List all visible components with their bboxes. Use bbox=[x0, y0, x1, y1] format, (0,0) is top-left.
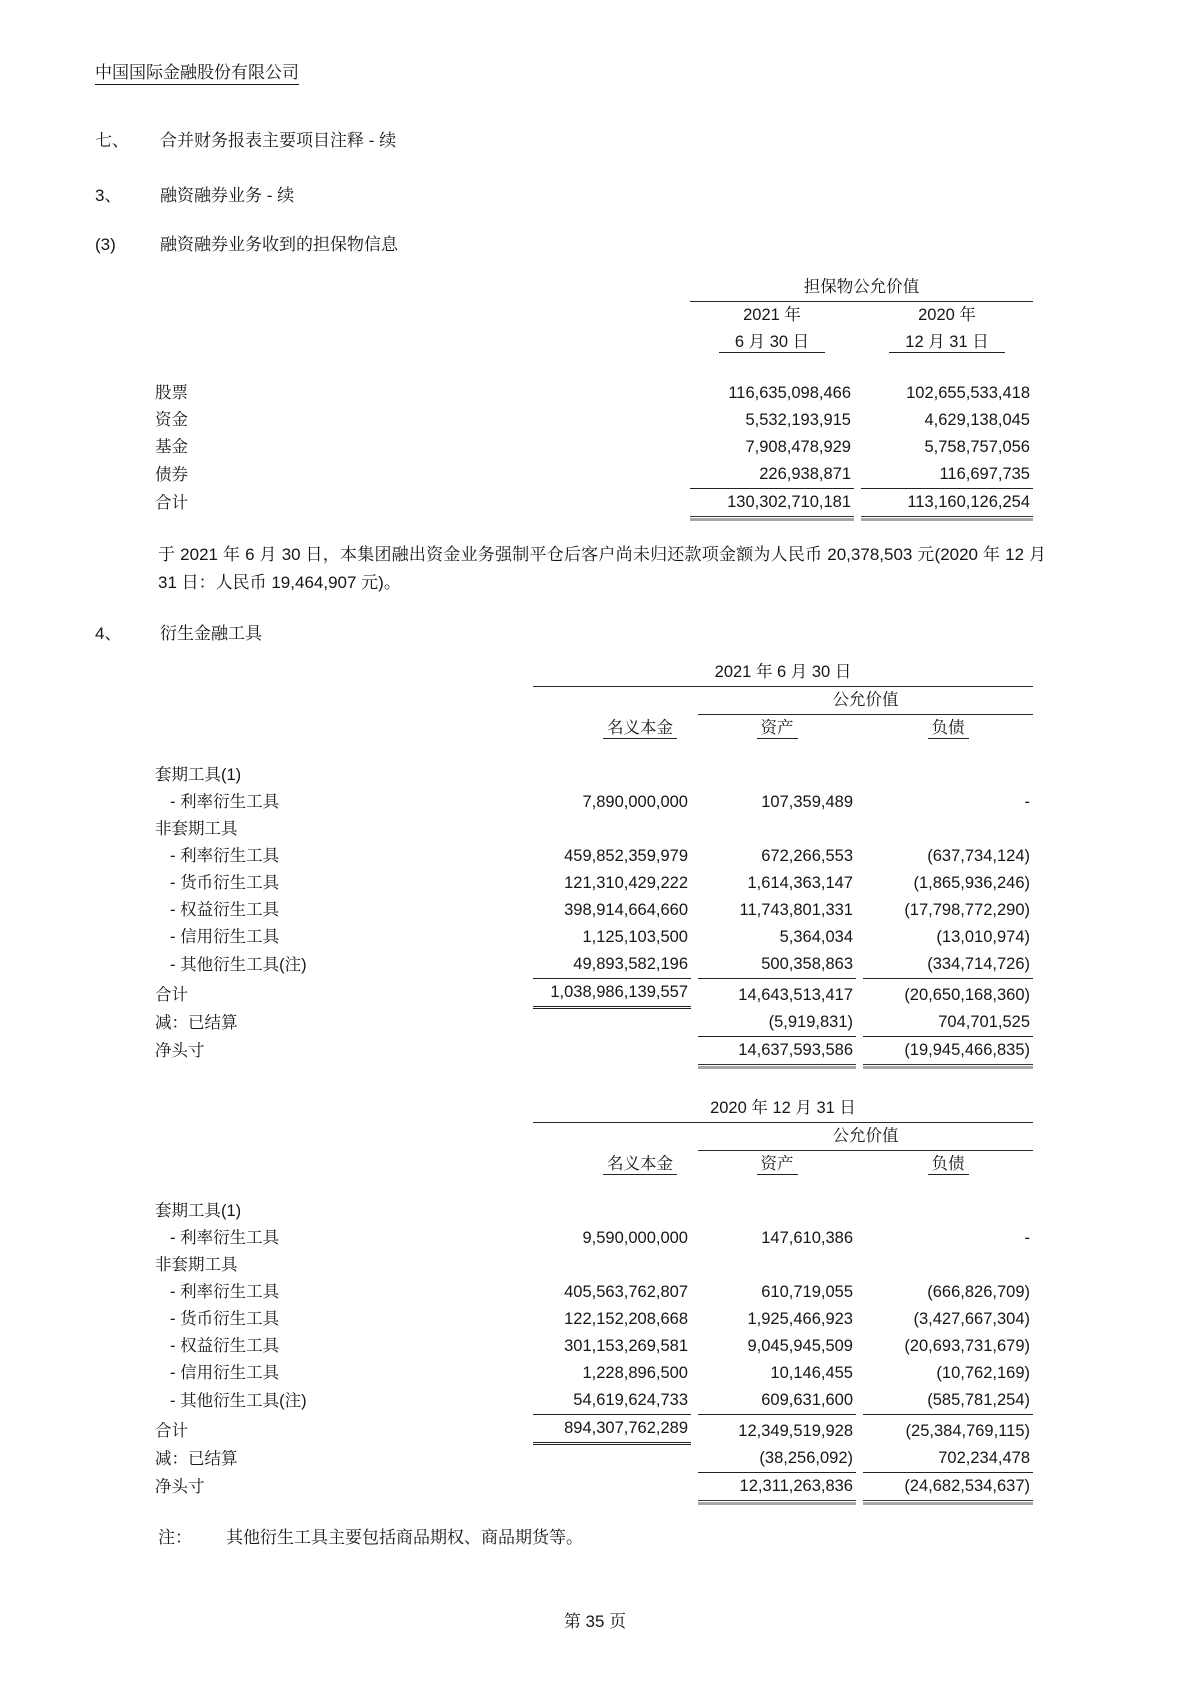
row-label: - 权益衍生工具 bbox=[170, 1337, 280, 1355]
notional-value: 121,310,429,222 bbox=[564, 874, 688, 892]
table-row bbox=[102, 489, 1033, 517]
derivatives-2021-header bbox=[102, 659, 1033, 762]
asset-value bbox=[698, 816, 856, 843]
table-row bbox=[102, 870, 1033, 897]
liability-value: (17,798,772,290) bbox=[904, 901, 1030, 919]
collateral-fair-value-header: 担保物公允价值 bbox=[690, 274, 1033, 302]
derivatives-2021-body bbox=[102, 762, 1033, 1065]
value-2021: 130,302,710,181 bbox=[690, 489, 854, 517]
table-row bbox=[102, 924, 1033, 951]
liability-value: (334,714,726) bbox=[863, 951, 1033, 979]
notional-value bbox=[533, 816, 691, 843]
notional-value bbox=[533, 1473, 691, 1501]
row-label: 净头寸 bbox=[155, 1478, 205, 1496]
row-label: - 利率衍生工具 bbox=[170, 1229, 280, 1247]
asset-value: 672,266,553 bbox=[761, 847, 853, 865]
col-header-asset: 资产 bbox=[757, 1155, 798, 1175]
liability-value bbox=[863, 1252, 1033, 1279]
notional-value: 894,307,762,289 bbox=[533, 1415, 691, 1445]
asset-value: 107,359,489 bbox=[761, 793, 853, 811]
asset-value: (5,919,831) bbox=[698, 1009, 856, 1037]
asset-value: 14,637,593,586 bbox=[698, 1037, 856, 1065]
liability-value bbox=[863, 1198, 1033, 1225]
col-header-liability: 负债 bbox=[928, 719, 969, 739]
asset-value: 9,045,945,509 bbox=[747, 1337, 853, 1355]
table-row bbox=[102, 843, 1033, 870]
table-row bbox=[102, 407, 1033, 434]
table-row bbox=[102, 1279, 1033, 1306]
row-label: 债券 bbox=[155, 466, 188, 484]
asset-value: 5,364,034 bbox=[779, 928, 853, 946]
fair-value-header: 公允价值 bbox=[698, 1123, 1033, 1151]
liability-value: (585,781,254) bbox=[863, 1387, 1033, 1415]
company-name bbox=[95, 62, 1190, 84]
derivatives-2020-header bbox=[102, 1095, 1033, 1198]
liability-value: (25,384,769,115) bbox=[905, 1422, 1030, 1440]
section-number: 4、 bbox=[95, 624, 122, 643]
value-2020: 102,655,533,418 bbox=[906, 384, 1030, 402]
notional-value: 301,153,269,581 bbox=[564, 1337, 688, 1355]
footnote-label: 注： bbox=[158, 1528, 192, 1547]
row-label: - 利率衍生工具 bbox=[170, 1283, 280, 1301]
section-title: 衍生金融工具 bbox=[160, 624, 262, 643]
liability-value: - bbox=[1024, 1229, 1030, 1247]
asset-value: 12,311,263,836 bbox=[698, 1473, 856, 1501]
liability-value bbox=[863, 816, 1033, 843]
value-2020: 113,160,126,254 bbox=[861, 489, 1033, 517]
row-label: 减：已结算 bbox=[155, 1014, 238, 1032]
row-label: - 信用衍生工具 bbox=[170, 1364, 280, 1382]
table-row bbox=[102, 380, 1033, 407]
collateral-table-body bbox=[102, 380, 1033, 517]
table-row bbox=[102, 1037, 1033, 1065]
table-row bbox=[102, 1009, 1033, 1037]
section-title: 合并财务报表主要项目注释 - 续 bbox=[160, 131, 397, 150]
notional-value bbox=[533, 762, 691, 789]
row-label: - 货币衍生工具 bbox=[170, 874, 280, 892]
asset-value: 11,743,801,331 bbox=[739, 901, 853, 919]
table-row bbox=[102, 1387, 1033, 1415]
section-number: 3、 bbox=[95, 186, 122, 205]
liability-value: 704,701,525 bbox=[863, 1009, 1033, 1037]
asset-value bbox=[698, 1252, 856, 1279]
notional-value bbox=[533, 1445, 691, 1473]
row-label: - 利率衍生工具 bbox=[170, 847, 280, 865]
liability-value: (24,682,534,637) bbox=[863, 1473, 1033, 1501]
row-label: - 权益衍生工具 bbox=[170, 901, 280, 919]
company-name-text: 中国国际金融股份有限公司 bbox=[95, 63, 299, 85]
row-label: 资金 bbox=[155, 411, 188, 429]
notional-value bbox=[533, 1252, 691, 1279]
notional-value: 1,228,896,500 bbox=[582, 1364, 688, 1382]
row-label: 套期工具(1) bbox=[155, 766, 242, 784]
collateral-table-header bbox=[102, 274, 1033, 380]
row-label: 股票 bbox=[155, 384, 188, 402]
liability-value: (19,945,466,835) bbox=[863, 1037, 1033, 1065]
derivatives-table-2021 bbox=[95, 659, 1040, 1065]
section-heading-7 bbox=[95, 130, 1190, 152]
row-label: 套期工具(1) bbox=[155, 1202, 242, 1220]
footnote bbox=[158, 1527, 1190, 1549]
liability-value: (20,650,168,360) bbox=[904, 986, 1030, 1004]
table-row bbox=[102, 979, 1033, 1009]
table-row bbox=[102, 897, 1033, 924]
notional-value: 1,038,986,139,557 bbox=[533, 979, 691, 1009]
value-2021: 116,635,098,466 bbox=[728, 384, 851, 402]
row-label: - 利率衍生工具 bbox=[170, 793, 280, 811]
date-header-2020: 2020 年 12 月 31 日 bbox=[533, 1095, 1033, 1123]
row-label: 非套期工具 bbox=[155, 820, 238, 838]
section-title: 融资融券业务收到的担保物信息 bbox=[160, 235, 398, 254]
notional-value bbox=[533, 1198, 691, 1225]
derivatives-2020-body bbox=[102, 1198, 1033, 1501]
liability-value: (13,010,974) bbox=[936, 928, 1030, 946]
liability-value bbox=[863, 762, 1033, 789]
table-row bbox=[102, 434, 1033, 461]
table-row bbox=[102, 1225, 1033, 1252]
table-row bbox=[102, 1360, 1033, 1387]
date-header-2021: 2021 年 6 月 30 日 bbox=[533, 659, 1033, 687]
table-row bbox=[102, 1333, 1033, 1360]
value-2020: 116,697,735 bbox=[861, 461, 1033, 489]
row-label: - 货币衍生工具 bbox=[170, 1310, 280, 1328]
asset-value: 10,146,455 bbox=[770, 1364, 853, 1382]
page-number: 第 35 页 bbox=[563, 1612, 627, 1631]
notional-value: 49,893,582,196 bbox=[533, 951, 691, 979]
table-row bbox=[102, 1306, 1033, 1333]
table-row bbox=[102, 762, 1033, 789]
asset-value: 610,719,055 bbox=[761, 1283, 853, 1301]
asset-value: 14,643,513,417 bbox=[738, 986, 853, 1004]
row-label: - 信用衍生工具 bbox=[170, 928, 280, 946]
table-row bbox=[102, 1445, 1033, 1473]
notional-value: 1,125,103,500 bbox=[582, 928, 688, 946]
value-2020: 5,758,757,056 bbox=[924, 438, 1030, 456]
value-2020: 4,629,138,045 bbox=[924, 411, 1030, 429]
col-year-2020: 2020 年 bbox=[918, 306, 976, 324]
liability-value: (3,427,667,304) bbox=[913, 1310, 1030, 1328]
value-2021: 226,938,871 bbox=[690, 461, 854, 489]
table-row bbox=[102, 1198, 1033, 1225]
row-label: 合计 bbox=[155, 494, 188, 512]
asset-value: 609,631,600 bbox=[698, 1387, 856, 1415]
section-heading-4 bbox=[95, 623, 1190, 645]
notional-value: 7,890,000,000 bbox=[582, 793, 688, 811]
table-row bbox=[102, 1473, 1033, 1501]
liability-value: (10,762,169) bbox=[936, 1364, 1030, 1382]
value-2021: 7,908,478,929 bbox=[745, 438, 851, 456]
liability-value: (20,693,731,679) bbox=[904, 1337, 1030, 1355]
table-row bbox=[102, 1415, 1033, 1445]
notional-value bbox=[533, 1037, 691, 1065]
row-label: 非套期工具 bbox=[155, 1256, 238, 1274]
asset-value: 1,614,363,147 bbox=[747, 874, 853, 892]
row-label: - 其他衍生工具(注) bbox=[170, 956, 307, 974]
section-title: 融资融券业务 - 续 bbox=[160, 186, 295, 205]
section-heading-3 bbox=[95, 185, 1190, 207]
section-number: (3) bbox=[95, 235, 116, 254]
row-label: 减：已结算 bbox=[155, 1450, 238, 1468]
value-2021: 5,532,193,915 bbox=[745, 411, 851, 429]
footnote-text: 其他衍生工具主要包括商品期权、商品期货等。 bbox=[226, 1528, 583, 1547]
col-date-2021: 6 月 30 日 bbox=[719, 333, 825, 353]
asset-value: 12,349,519,928 bbox=[738, 1422, 853, 1440]
asset-value: 500,358,863 bbox=[698, 951, 856, 979]
row-label: - 其他衍生工具(注) bbox=[170, 1392, 307, 1410]
notional-value: 405,563,762,807 bbox=[564, 1283, 688, 1301]
col-year-2021: 2021 年 bbox=[743, 306, 801, 324]
notional-value: 54,619,624,733 bbox=[533, 1387, 691, 1415]
table-row bbox=[102, 1252, 1033, 1279]
table-row bbox=[102, 461, 1033, 489]
liability-value: - bbox=[1024, 793, 1030, 811]
section-heading-3-3 bbox=[95, 234, 1190, 256]
notional-value: 9,590,000,000 bbox=[582, 1229, 688, 1247]
collateral-table bbox=[95, 274, 1040, 517]
row-label: 合计 bbox=[155, 1422, 188, 1440]
liability-value: (1,865,936,246) bbox=[913, 874, 1030, 892]
col-header-liability: 负债 bbox=[928, 1155, 969, 1175]
liability-value: (637,734,124) bbox=[927, 847, 1030, 865]
notional-value bbox=[533, 1009, 691, 1037]
table-row bbox=[102, 951, 1033, 979]
row-label: 净头寸 bbox=[155, 1042, 205, 1060]
row-label: 合计 bbox=[155, 986, 188, 1004]
col-header-notional: 名义本金 bbox=[603, 719, 677, 739]
liability-value: 702,234,478 bbox=[863, 1445, 1033, 1473]
notional-value: 122,152,208,668 bbox=[564, 1310, 688, 1328]
table-row bbox=[102, 816, 1033, 843]
asset-value: 1,925,466,923 bbox=[747, 1310, 853, 1328]
col-date-2020: 12 月 31 日 bbox=[889, 333, 1004, 353]
asset-value: 147,610,386 bbox=[761, 1229, 853, 1247]
margin-call-paragraph: 于 2021 年 6 月 30 日，本集团融出资金业务强制平仓后客户尚未归还款项金额为人民币 20,378,503 元(2020 年 12 月 31 日：人民币 19,464,907 元)。 bbox=[158, 545, 1046, 592]
asset-value: (38,256,092) bbox=[698, 1445, 856, 1473]
notional-value: 398,914,664,660 bbox=[564, 901, 688, 919]
asset-value bbox=[698, 1198, 856, 1225]
derivatives-table-2020 bbox=[95, 1095, 1040, 1501]
fair-value-header: 公允价值 bbox=[698, 687, 1033, 715]
liability-value: (666,826,709) bbox=[927, 1283, 1030, 1301]
table-row bbox=[102, 789, 1033, 816]
col-header-notional: 名义本金 bbox=[603, 1155, 677, 1175]
asset-value bbox=[698, 762, 856, 789]
col-header-asset: 资产 bbox=[757, 719, 798, 739]
notional-value: 459,852,359,979 bbox=[564, 847, 688, 865]
section-number: 七、 bbox=[95, 131, 129, 150]
row-label: 基金 bbox=[155, 438, 188, 456]
